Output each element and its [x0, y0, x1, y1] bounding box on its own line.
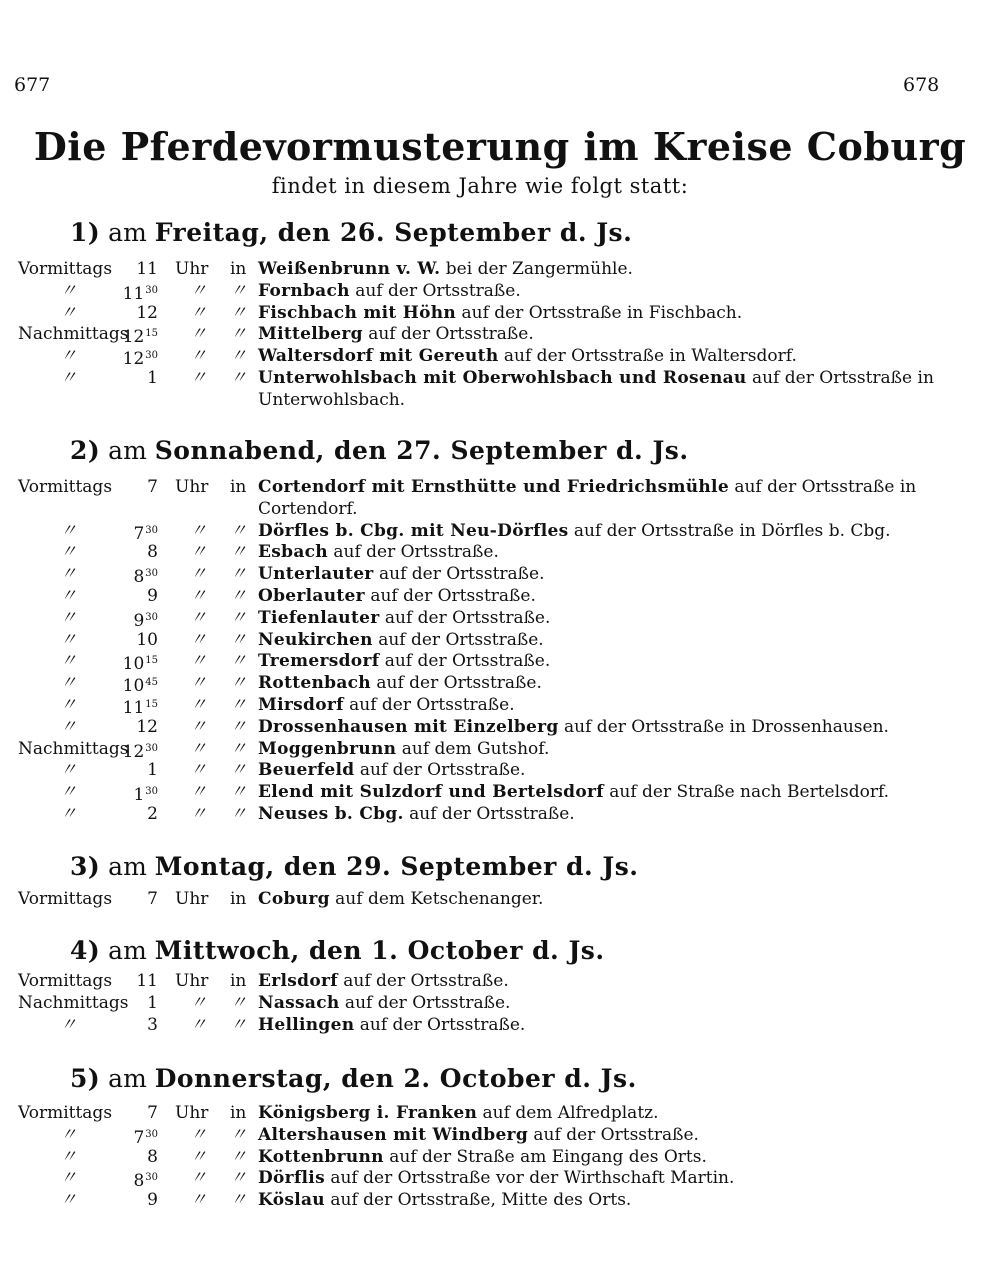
- section-date: Freitag, den 26. September d. Js.: [154, 218, 633, 247]
- place-location: auf der Ortsstraße.: [528, 1125, 699, 1145]
- ditto-mark-period: 〃: [60, 651, 77, 671]
- time-value: 7: [147, 889, 158, 909]
- time-value: $12^{30}$: [122, 349, 158, 369]
- place-entry: [258, 803, 575, 825]
- schedule-row: [0, 585, 1000, 607]
- place-entry: [258, 888, 543, 910]
- place-entry: [258, 781, 889, 803]
- time-value: $12^{30}$: [122, 742, 158, 762]
- time-value: 8: [147, 1147, 158, 1167]
- place-location: auf der Ortsstraße.: [339, 993, 511, 1013]
- schedule-row: [0, 650, 1000, 672]
- ditto-mark-period: 〃: [60, 782, 77, 802]
- section-heading: [70, 852, 638, 881]
- place-entry: [258, 585, 536, 607]
- ditto-mark-unit: 〃: [190, 739, 207, 759]
- time-minutes: 30: [145, 350, 158, 361]
- place-name: Esbach: [258, 542, 328, 562]
- place-location: auf der Ortsstraße.: [349, 281, 521, 301]
- time-minutes: 30: [145, 1129, 158, 1140]
- place-entry: [258, 650, 550, 672]
- schedule-row: [0, 1167, 1000, 1189]
- time-minutes: 15: [145, 655, 158, 666]
- time-minutes: 30: [145, 612, 158, 623]
- period-label: Vormittags: [18, 477, 113, 497]
- time-value: $12^{15}$: [122, 327, 158, 347]
- section-heading: [70, 936, 605, 965]
- place-location: auf der Ortsstraße vor der Wirthschaft Martin.: [324, 1168, 735, 1188]
- place-location: auf dem Alfredplatz.: [477, 1103, 659, 1123]
- place-name: Drossenhausen mit Einzelberg: [258, 717, 559, 737]
- period-label: Vormittags: [18, 889, 113, 909]
- place-name: Mittelberg: [258, 324, 363, 344]
- place-location: auf der Ortsstraße.: [370, 673, 542, 693]
- place-entry: [258, 1146, 707, 1168]
- place-name: Fornbach: [258, 281, 350, 301]
- unit-label: Uhr: [175, 971, 209, 991]
- place-entry: [258, 476, 916, 498]
- ditto-mark-in: 〃: [230, 1168, 247, 1188]
- place-entry: [258, 1102, 659, 1124]
- ditto-mark-in: 〃: [230, 630, 247, 650]
- page-subtitle: findet in diesem Jahre wie folgt statt:: [271, 174, 689, 198]
- in-label: in: [230, 971, 247, 991]
- time-value: $10^{45}$: [122, 676, 158, 696]
- place-location: auf dem Ketschenanger.: [329, 889, 544, 909]
- place-location: auf der Ortsstraße.: [372, 630, 544, 650]
- in-label: in: [230, 477, 247, 497]
- section-number: 3): [70, 852, 101, 881]
- place-entry: [258, 759, 525, 781]
- time-minutes: 45: [145, 677, 158, 688]
- place-name: Tiefenlauter: [258, 608, 380, 628]
- ditto-mark-period: 〃: [60, 586, 77, 606]
- time-value: 2: [147, 804, 158, 824]
- ditto-mark-in: 〃: [230, 303, 247, 323]
- place-location: auf der Ortsstraße in: [728, 477, 917, 497]
- time-value: $10^{15}$: [122, 654, 158, 674]
- time-value: $9^{30}$: [133, 611, 158, 631]
- place-name: Neukirchen: [258, 630, 373, 650]
- ditto-mark-in: 〃: [230, 1015, 247, 1035]
- schedule-row: [0, 672, 1000, 694]
- time-value: 7: [147, 1103, 158, 1123]
- time-minutes: 30: [145, 786, 158, 797]
- place-location: bei der Zangermühle.: [440, 259, 633, 279]
- section-number: 4): [70, 936, 101, 965]
- time-value: 12: [136, 303, 158, 323]
- schedule-row: [0, 781, 1000, 803]
- ditto-mark-unit: 〃: [190, 1147, 207, 1167]
- time-value: 8: [147, 542, 158, 562]
- place-name: Waltersdorf mit Gereuth: [258, 346, 499, 366]
- place-name: Hellingen: [258, 1015, 355, 1035]
- ditto-mark-period: 〃: [60, 368, 77, 388]
- ditto-mark-period: 〃: [60, 564, 77, 584]
- schedule-row: [0, 1124, 1000, 1146]
- ditto-mark-in: 〃: [230, 324, 247, 344]
- place-location: auf der Ortsstraße.: [337, 971, 509, 991]
- ditto-mark-unit: 〃: [190, 368, 207, 388]
- ditto-mark-in: 〃: [230, 608, 247, 628]
- schedule-row: [0, 1146, 1000, 1168]
- time-value: 12: [136, 717, 158, 737]
- time-value: 1: [147, 368, 158, 388]
- place-location: auf der Ortsstraße.: [379, 608, 551, 628]
- section-number: 5): [70, 1064, 101, 1093]
- time-value: 9: [147, 1190, 158, 1210]
- place-entry: [258, 520, 891, 542]
- ditto-mark-in: 〃: [230, 521, 247, 541]
- ditto-mark-period: 〃: [60, 1147, 77, 1167]
- place-name: Weißenbrunn v. W.: [258, 259, 441, 279]
- ditto-mark-in: 〃: [230, 346, 247, 366]
- ditto-mark-in: 〃: [230, 760, 247, 780]
- schedule-row: [0, 476, 1000, 498]
- schedule-row: [0, 541, 1000, 563]
- place-name: Dörflis: [258, 1168, 325, 1188]
- schedule-row: [0, 716, 1000, 738]
- in-label: in: [230, 889, 247, 909]
- time-value: 10: [136, 630, 158, 650]
- ditto-mark-period: 〃: [60, 804, 77, 824]
- schedule-row: [0, 738, 1000, 760]
- ditto-mark-period: 〃: [60, 346, 77, 366]
- in-label: in: [230, 259, 247, 279]
- place-entry: [258, 716, 889, 738]
- unit-label: Uhr: [175, 1103, 209, 1123]
- place-continuation: Unterwohlsbach.: [258, 390, 406, 410]
- period-label: Vormittags: [18, 1103, 113, 1123]
- schedule-row: [0, 607, 1000, 629]
- place-name: Neuses b. Cbg.: [258, 804, 404, 824]
- place-name: Altershausen mit Windberg: [258, 1125, 529, 1145]
- period-label: Nachmittags: [18, 739, 129, 759]
- ditto-mark-in: 〃: [230, 651, 247, 671]
- place-location: auf der Ortsstraße.: [343, 695, 515, 715]
- schedule-row: [0, 367, 1000, 389]
- section-date: Donnerstag, den 2. October d. Js.: [154, 1064, 637, 1093]
- unit-label: Uhr: [175, 477, 209, 497]
- place-location: auf der Ortsstraße, Mitte des Orts.: [324, 1190, 632, 1210]
- ditto-mark-unit: 〃: [190, 1190, 207, 1210]
- place-name: Unterwohlsbach mit Oberwohlsbach und Rosenau: [258, 368, 747, 388]
- page-title: Die Pferdevormusterung im Kreise Coburg: [33, 124, 967, 169]
- place-entry: [258, 1167, 734, 1189]
- place-entry: [258, 629, 544, 651]
- schedule-row: [0, 759, 1000, 781]
- ditto-mark-unit: 〃: [190, 346, 207, 366]
- time-value: 9: [147, 586, 158, 606]
- place-entry: [258, 607, 550, 629]
- place-entry: [258, 367, 934, 389]
- time-minutes: 30: [145, 743, 158, 754]
- time-value: $8^{30}$: [133, 1171, 158, 1191]
- time-value: $7^{30}$: [133, 1128, 158, 1148]
- place-location: auf der Ortsstraße in Drossenhausen.: [558, 717, 889, 737]
- ditto-mark-period: 〃: [60, 542, 77, 562]
- place-entry: [258, 970, 509, 992]
- page-number-left: 677: [14, 74, 51, 96]
- place-location: auf der Ortsstraße.: [379, 651, 551, 671]
- place-location: auf der Straße nach Bertelsdorf.: [603, 782, 890, 802]
- ditto-mark-period: 〃: [60, 1125, 77, 1145]
- place-location: auf der Ortsstraße in: [746, 368, 934, 388]
- ditto-mark-unit: 〃: [190, 586, 207, 606]
- section-heading: [70, 1064, 637, 1093]
- ditto-mark-in: 〃: [230, 586, 247, 606]
- ditto-mark-period: 〃: [60, 695, 77, 715]
- section-date: Mittwoch, den 1. October d. Js.: [154, 936, 605, 965]
- ditto-mark-unit: 〃: [190, 608, 207, 628]
- ditto-mark-unit: 〃: [190, 281, 207, 301]
- ditto-mark-unit: 〃: [190, 993, 207, 1013]
- time-minutes: 30: [145, 525, 158, 536]
- ditto-mark-period: 〃: [60, 673, 77, 693]
- place-location: auf der Ortsstraße in Waltersdorf.: [498, 346, 797, 366]
- place-name: Erlsdorf: [258, 971, 338, 991]
- ditto-mark-unit: 〃: [190, 651, 207, 671]
- ditto-mark-in: 〃: [230, 695, 247, 715]
- ditto-mark-unit: 〃: [190, 695, 207, 715]
- schedule-row: [0, 992, 1000, 1014]
- place-entry: [258, 280, 521, 302]
- section-heading: [70, 436, 689, 465]
- schedule-row: [0, 629, 1000, 651]
- period-label: Vormittags: [18, 971, 113, 991]
- ditto-mark-unit: 〃: [190, 1125, 207, 1145]
- schedule-row: [0, 563, 1000, 585]
- place-location: auf der Ortsstraße.: [364, 586, 536, 606]
- place-entry: [258, 672, 542, 694]
- ditto-mark-unit: 〃: [190, 804, 207, 824]
- place-location: auf der Ortsstraße.: [354, 760, 526, 780]
- section-heading: [70, 218, 632, 247]
- time-value: $11^{30}$: [122, 284, 158, 304]
- time-minutes: 30: [145, 285, 158, 296]
- unit-label: Uhr: [175, 889, 209, 909]
- ditto-mark-unit: 〃: [190, 303, 207, 323]
- time-value: 7: [147, 477, 158, 497]
- time-minutes: 30: [145, 568, 158, 579]
- ditto-mark-in: 〃: [230, 281, 247, 301]
- ditto-mark-period: 〃: [60, 1015, 77, 1035]
- place-name: Fischbach mit Höhn: [258, 303, 457, 323]
- section-number: 1): [70, 218, 101, 247]
- place-name: Cortendorf mit Ernsthütte und Friedrichsmühle: [258, 477, 729, 497]
- ditto-mark-unit: 〃: [190, 630, 207, 650]
- schedule-row: [0, 970, 1000, 992]
- schedule-row: [0, 803, 1000, 825]
- place-name: Köslau: [258, 1190, 325, 1210]
- place-entry: [258, 694, 515, 716]
- ditto-mark-period: 〃: [60, 1190, 77, 1210]
- time-value: 1: [147, 760, 158, 780]
- time-value: $1^{30}$: [133, 785, 158, 805]
- in-label: in: [230, 1103, 247, 1123]
- time-value: $8^{30}$: [133, 567, 158, 587]
- place-location: auf der Ortsstraße.: [354, 1015, 526, 1035]
- place-name: Moggenbrunn: [258, 739, 397, 759]
- ditto-mark-in: 〃: [230, 1125, 247, 1145]
- place-entry: [258, 258, 633, 280]
- ditto-mark-unit: 〃: [190, 782, 207, 802]
- place-entry: [258, 563, 545, 585]
- place-location: auf dem Gutshof.: [396, 739, 550, 759]
- place-location: auf der Ortsstraße.: [327, 542, 499, 562]
- ditto-mark-unit: 〃: [190, 1168, 207, 1188]
- schedule-row: [0, 280, 1000, 302]
- unit-label: Uhr: [175, 259, 209, 279]
- schedule-row: [0, 323, 1000, 345]
- section-am: am: [100, 936, 155, 965]
- schedule-row: [0, 302, 1000, 324]
- place-name: Mirsdorf: [258, 695, 344, 715]
- place-name: Kottenbrunn: [258, 1147, 384, 1167]
- place-entry: [258, 1124, 699, 1146]
- ditto-mark-in: 〃: [230, 717, 247, 737]
- ditto-mark-period: 〃: [60, 630, 77, 650]
- time-minutes: 15: [145, 328, 158, 339]
- time-value: 1: [147, 993, 158, 1013]
- ditto-mark-in: 〃: [230, 564, 247, 584]
- section-date: Sonnabend, den 27. September d. Js.: [154, 436, 689, 465]
- page-number-right: 678: [903, 74, 940, 96]
- schedule-row: [0, 1189, 1000, 1211]
- place-location: auf der Ortsstraße.: [403, 804, 575, 824]
- place-name: Dörfles b. Cbg. mit Neu-Dörfles: [258, 521, 569, 541]
- place-location: auf der Ortsstraße in Dörfles b. Cbg.: [568, 521, 891, 541]
- ditto-mark-in: 〃: [230, 368, 247, 388]
- place-entry: [258, 738, 549, 760]
- time-value: 3: [147, 1015, 158, 1035]
- ditto-mark-in: 〃: [230, 542, 247, 562]
- place-continuation: Cortendorf.: [258, 499, 358, 519]
- section-am: am: [100, 218, 155, 247]
- section-am: am: [100, 436, 155, 465]
- section-number: 2): [70, 436, 101, 465]
- ditto-mark-unit: 〃: [190, 1015, 207, 1035]
- ditto-mark-period: 〃: [60, 717, 77, 737]
- ditto-mark-unit: 〃: [190, 760, 207, 780]
- place-location: auf der Ortsstraße.: [373, 564, 545, 584]
- place-entry: [258, 992, 510, 1014]
- ditto-mark-in: 〃: [230, 804, 247, 824]
- schedule-row: [0, 1014, 1000, 1036]
- place-location: auf der Ortsstraße in Fischbach.: [456, 303, 743, 323]
- ditto-mark-in: 〃: [230, 1147, 247, 1167]
- ditto-mark-unit: 〃: [190, 673, 207, 693]
- place-entry: [258, 541, 499, 563]
- ditto-mark-unit: 〃: [190, 564, 207, 584]
- schedule-row: [0, 345, 1000, 367]
- schedule-row: [0, 520, 1000, 542]
- place-name: Tremersdorf: [258, 651, 380, 671]
- place-name: Oberlauter: [258, 586, 365, 606]
- ditto-mark-in: 〃: [230, 739, 247, 759]
- period-label: Nachmittags: [18, 324, 129, 344]
- ditto-mark-unit: 〃: [190, 717, 207, 737]
- place-entry: [258, 323, 534, 345]
- time-value: $11^{15}$: [122, 698, 158, 718]
- place-entry: [258, 1189, 631, 1211]
- time-minutes: 15: [145, 699, 158, 710]
- ditto-mark-unit: 〃: [190, 542, 207, 562]
- period-label: Vormittags: [18, 259, 113, 279]
- time-value: 11: [136, 259, 158, 279]
- place-name: Beuerfeld: [258, 760, 355, 780]
- place-location: auf der Straße am Eingang des Orts.: [383, 1147, 707, 1167]
- ditto-mark-in: 〃: [230, 993, 247, 1013]
- ditto-mark-in: 〃: [230, 782, 247, 802]
- schedule-row: [0, 694, 1000, 716]
- ditto-mark-unit: 〃: [190, 324, 207, 344]
- schedule-row: [0, 258, 1000, 280]
- time-value: 11: [136, 971, 158, 991]
- ditto-mark-unit: 〃: [190, 521, 207, 541]
- place-name: Nassach: [258, 993, 340, 1013]
- place-name: Unterlauter: [258, 564, 374, 584]
- time-minutes: 30: [145, 1172, 158, 1183]
- place-entry: [258, 1014, 525, 1036]
- ditto-mark-in: 〃: [230, 673, 247, 693]
- place-name: Rottenbach: [258, 673, 371, 693]
- ditto-mark-period: 〃: [60, 521, 77, 541]
- period-label: Nachmittags: [18, 993, 129, 1013]
- ditto-mark-period: 〃: [60, 608, 77, 628]
- place-entry: [258, 345, 797, 367]
- ditto-mark-period: 〃: [60, 760, 77, 780]
- schedule-row: [0, 1102, 1000, 1124]
- place-location: auf der Ortsstraße.: [362, 324, 534, 344]
- ditto-mark-period: 〃: [60, 1168, 77, 1188]
- time-value: $7^{30}$: [133, 524, 158, 544]
- section-am: am: [100, 1064, 155, 1093]
- ditto-mark-period: 〃: [60, 303, 77, 323]
- section-am: am: [100, 852, 155, 881]
- schedule-row: [0, 888, 1000, 910]
- place-name: Elend mit Sulzdorf und Bertelsdorf: [258, 782, 604, 802]
- ditto-mark-in: 〃: [230, 1190, 247, 1210]
- place-entry: [258, 302, 742, 324]
- ditto-mark-period: 〃: [60, 281, 77, 301]
- place-name: Coburg: [258, 889, 330, 909]
- place-name: Königsberg i. Franken: [258, 1103, 478, 1123]
- section-date: Montag, den 29. September d. Js.: [154, 852, 639, 881]
